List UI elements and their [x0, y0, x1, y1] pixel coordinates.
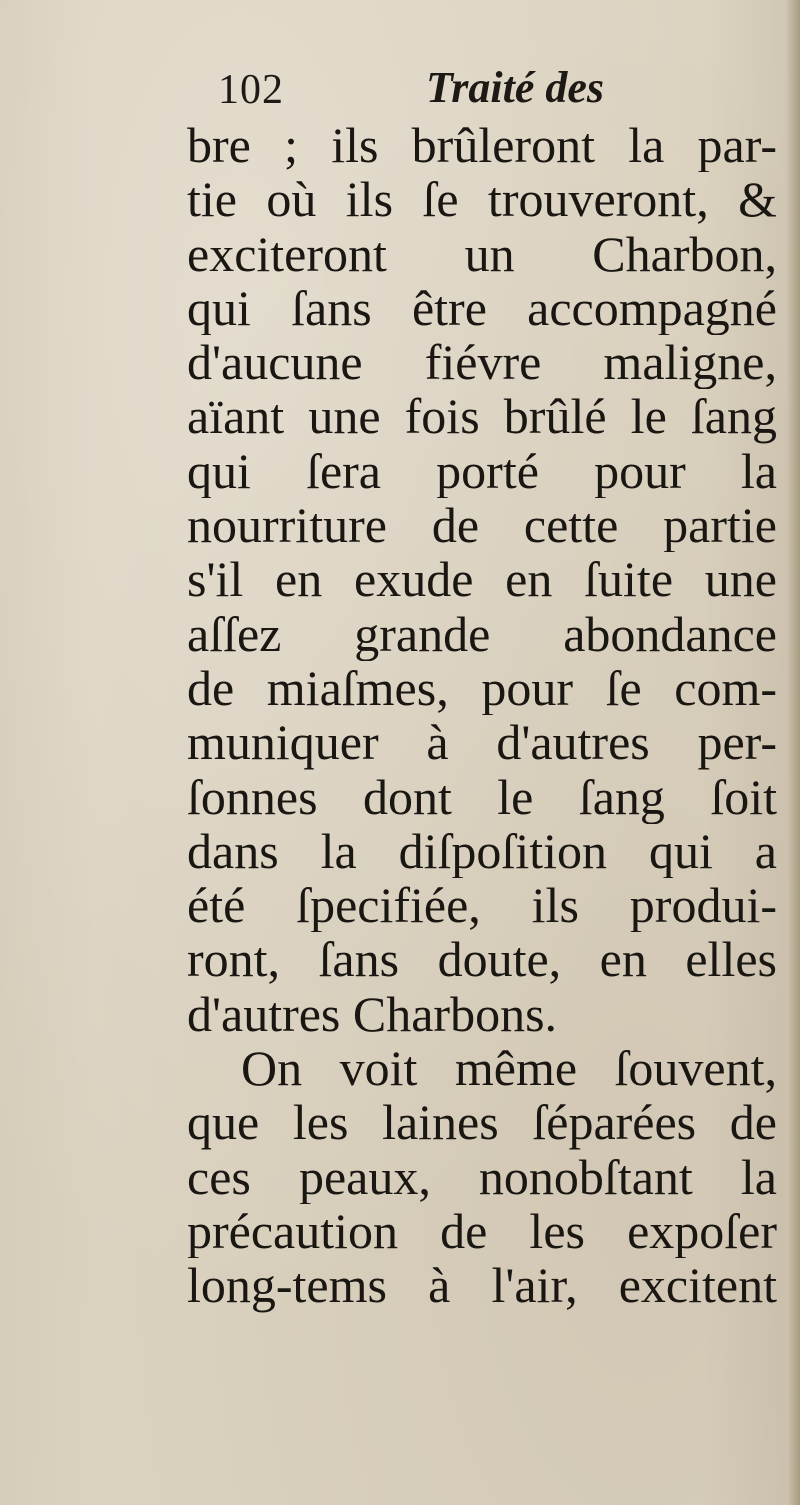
text-line: bre ; ils brûleront la par-: [187, 118, 777, 173]
text-line: ſonnes dont le ſang ſoit: [187, 769, 777, 824]
page-number: 102: [218, 67, 284, 113]
text-line: qui ſans être accompagné: [187, 280, 777, 336]
text-line: d'aucune fiévre maligne,: [187, 335, 777, 390]
text-line: long-tems à l'air, excitent: [187, 1258, 777, 1313]
text-line: exciteront un Charbon,: [187, 226, 777, 281]
running-head: [218, 60, 688, 120]
text-line: muniquer à d'autres per-: [187, 715, 777, 770]
body-text: [187, 118, 777, 1313]
running-title: Traité des: [426, 63, 604, 112]
text-line: ces peaux, nonobſtant la: [187, 1149, 777, 1204]
text-line: s'il en exude en ſuite une: [187, 552, 777, 607]
text-line: aïant une fois brûlé le ſang: [187, 389, 777, 444]
text-line: été ſpecifiée, ils produi-: [187, 878, 777, 933]
page-edge: [786, 0, 800, 1505]
text-line: ront, ſans doute, en elles: [187, 932, 777, 987]
text-line: que les laines ſéparées de: [187, 1095, 777, 1150]
text-line: tie où ils ſe trouveront, &: [187, 172, 777, 227]
text-line-paragraph-start: On voit même ſouvent,: [241, 1041, 777, 1096]
text-line: de miaſmes, pour ſe com-: [187, 660, 777, 716]
text-line: nourriture de cette partie: [187, 498, 777, 553]
text-line: dans la diſpoſition qui a: [187, 823, 777, 879]
text-line: qui ſera porté pour la: [187, 443, 777, 499]
text-line: précaution de les expoſer: [187, 1203, 777, 1259]
text-line-paragraph-end: d'autres Charbons.: [187, 986, 558, 1042]
text-line: aſſez grande abondance: [187, 606, 777, 661]
